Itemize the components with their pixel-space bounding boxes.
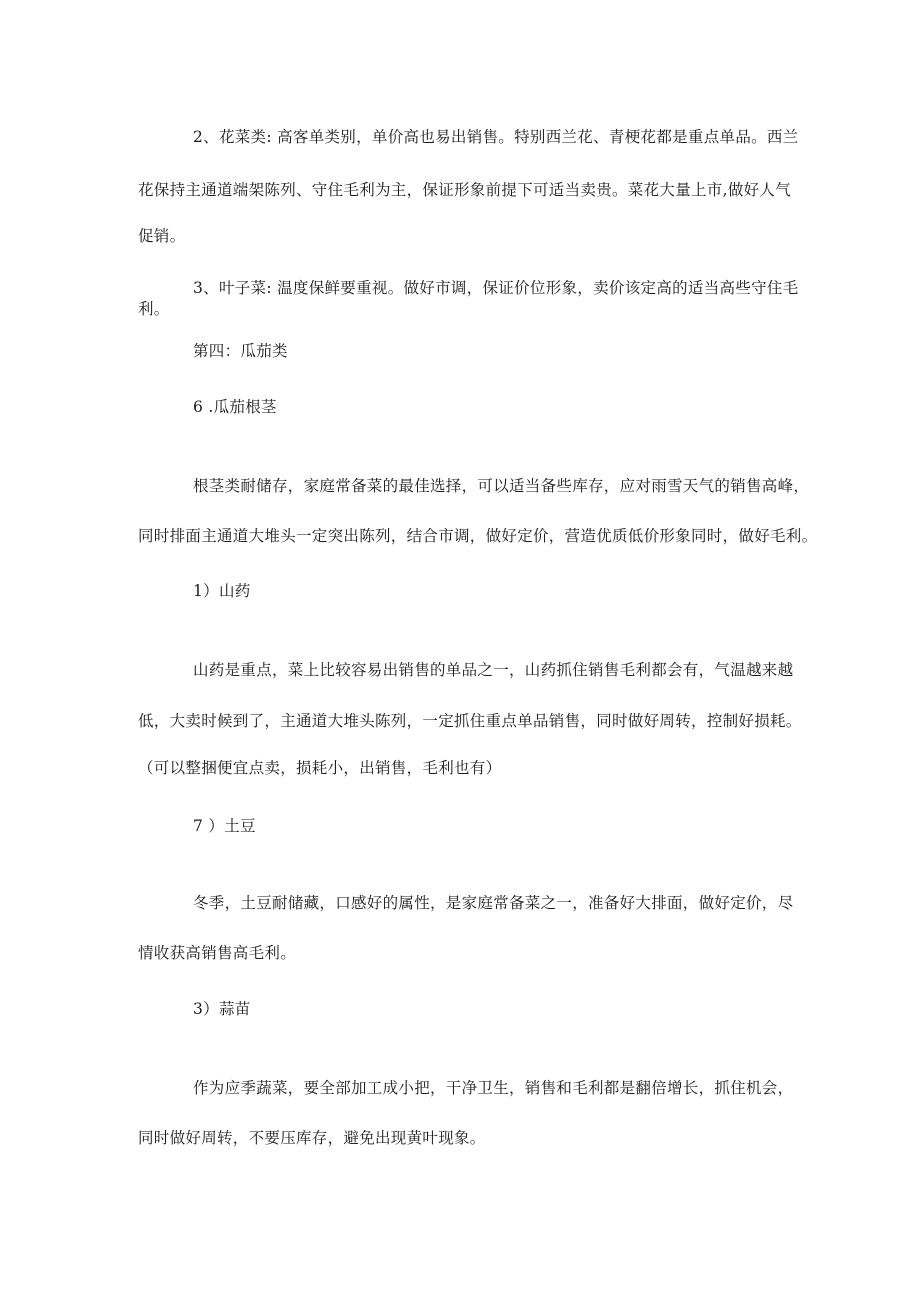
paragraph-roots-line-1: 根茎类耐储存，家庭常备菜的最佳选择，可以适当备些库存，应对雨雪天气的销售高峰， bbox=[193, 477, 810, 495]
section-heading-gourds: 第四：瓜茄类 bbox=[193, 342, 288, 360]
paragraph-leafy-line-2: 利。 bbox=[138, 300, 170, 318]
paragraph-cauliflower-line-1: 2、花菜类: 高客单类别，单价高也易出销售。特别西兰花、青梗花都是重点单品。西兰 bbox=[193, 128, 799, 146]
paragraph-cauliflower-line-2: 花保持主通道端架陈列、守住毛利为主，保证形象前提下可适当卖贵。菜花大量上市,做好人气 bbox=[138, 181, 792, 199]
paragraph-potato-line-1: 冬季，土豆耐储藏，口感好的属性，是家庭常备菜之一，准备好大排面，做好定价，尽 bbox=[193, 894, 794, 912]
paragraph-garlic-line-1: 作为应季蔬菜，要全部加工成小把，干净卫生，销售和毛利都是翻倍增长，抓住机会， bbox=[193, 1079, 794, 1097]
paragraph-yam-line-2: 低，大卖时候到了，主通道大堆头陈列，一定抓住重点单品销售，同时做好周转，控制好损耗。 bbox=[138, 712, 802, 730]
paragraph-leafy-line-1: 3、叶子菜: 温度保鲜要重视。做好市调，保证价位形象，卖价该定高的适当高些守住毛 bbox=[193, 279, 799, 297]
paragraph-roots-line-2: 同时排面主通道大堆头一定突出陈列，结合市调，做好定价，营造优质低价形象同时，做好毛利。 bbox=[138, 527, 818, 545]
paragraph-potato-line-2: 情收获高销售高毛利。 bbox=[138, 944, 297, 962]
paragraph-yam-line-3: （可以整捆便宜点卖，损耗小，出销售，毛利也有） bbox=[138, 759, 502, 777]
item-heading-garlic-sprout: 3）蒜苗 bbox=[193, 1000, 251, 1018]
paragraph-yam-line-1: 山药是重点，菜上比较容易出销售的单品之一，山药抓住销售毛利都会有，气温越来越 bbox=[193, 661, 794, 679]
item-heading-yam: 1）山药 bbox=[193, 582, 251, 600]
paragraph-cauliflower-line-3: 促销。 bbox=[138, 227, 186, 245]
subsection-heading-root-vegetables: 6 .瓜茄根茎 bbox=[193, 398, 277, 416]
paragraph-garlic-line-2: 同时做好周转，不要压库存，避免出现黄叶现象。 bbox=[138, 1129, 486, 1147]
item-heading-potato: 7 ）土豆 bbox=[193, 817, 256, 835]
